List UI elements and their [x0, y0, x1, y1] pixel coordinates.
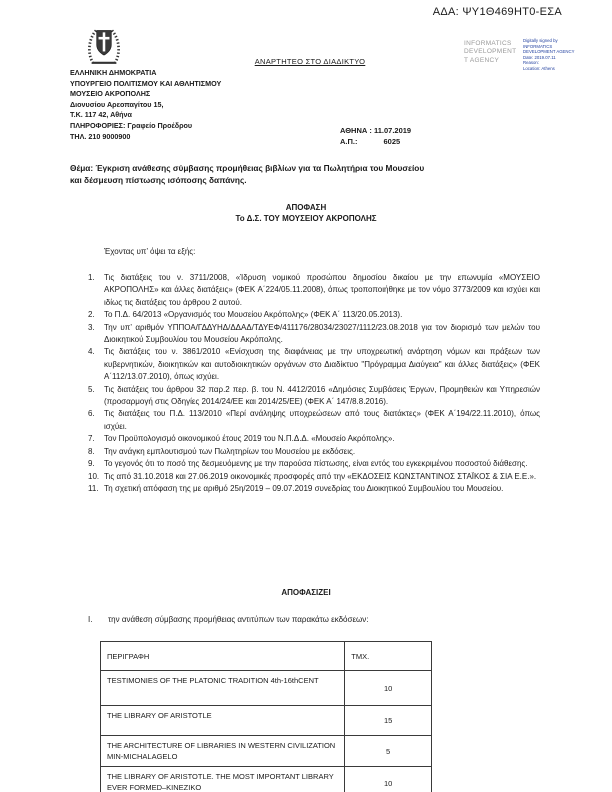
digital-stamp-agency — [464, 40, 516, 65]
protocol-line — [340, 136, 411, 147]
sender-line: Τ.Κ. 117 42, Αθήνα — [70, 110, 132, 120]
signature-line: Digitally signed by — [523, 38, 558, 43]
consideration-number: 1. — [88, 273, 95, 282]
consideration-number: 5. — [88, 384, 95, 394]
consideration-number: 10. — [88, 471, 100, 481]
item-qty: 10 — [345, 671, 432, 706]
protocol-label: Α.Π.: — [340, 137, 358, 146]
consideration-item — [88, 346, 540, 383]
consideration-text: Τις διατάξεις του ν. 3711/2008, «Ίδρυση νομικού προσώπου δημοσίου δικαίου με την επωνυμία «ΜΟΥΣΕΙΟ ΑΚΡΟΠΟΛΗΣ» και άλλες διατάξεις» (ΦΕΚ Α΄224/05.11.2008), όπως τροποποιήθηκε με τον νόμο 3773/2009 και ισχύει και ιδίως τις διατάξεις του άρθρου 2 αυτού. — [104, 273, 540, 307]
consideration-text: Τον Προϋπολογισμό οικονομικού έτους 2019 του Ν.Π.Δ.Δ. «Μουσείο Ακρόπολης». — [104, 434, 395, 444]
digital-signature-text — [523, 38, 593, 71]
preamble-text: Έχοντας υπ’ όψει τα εξής: — [104, 247, 196, 256]
column-header-description: ΠΕΡΙΓΡΑΦΗ — [101, 642, 345, 671]
consideration-item — [88, 322, 540, 347]
consideration-number: 4. — [88, 347, 95, 357]
consideration-text: Το Π.Δ. 64/2013 «Οργανισμός του Μουσείου Ακρόπολης» (ΦΕΚ Α΄ 113/20.05.2013). — [104, 310, 403, 320]
item-qty: 15 — [345, 706, 432, 736]
considerations-list — [88, 272, 540, 495]
agency-stamp-line: T AGENCY — [464, 56, 500, 64]
table-row — [101, 671, 432, 706]
consideration-number: 2. — [88, 310, 95, 320]
consideration-item — [88, 408, 540, 433]
greek-emblem-logo — [84, 24, 124, 68]
reference-block — [340, 125, 411, 147]
items-table — [100, 641, 432, 792]
consideration-number: 7. — [88, 434, 95, 444]
sender-line: ΜΟΥΣΕΙΟ ΑΚΡΟΠΟΛΗΣ — [70, 89, 151, 99]
agency-stamp-line: DEVELOPMENT — [464, 48, 517, 56]
item-description: TESTIMONIES OF THE PLATONIC TRADITION 4th-16thCENT — [101, 671, 345, 706]
consideration-text: Την ανάγκη εμπλουτισμού των Πωλητηρίων του Μουσείου με εκδόσεις. — [104, 446, 356, 456]
decision-title: ΑΠΟΦΑΣΗ — [285, 203, 327, 212]
consideration-item — [88, 433, 540, 445]
item-description: THE LIBRARY OF ARISTOTLE. THE MOST IMPORTANT LIBRARY EVER FORMED–KINEZIKO — [101, 767, 345, 792]
signature-line: Date: 2019.07.11 — [523, 54, 556, 60]
consideration-item — [88, 446, 540, 458]
consideration-number: 6. — [88, 409, 95, 419]
consideration-text: Την υπ’ αριθμόν ΥΠΠΟΑ/ΓΔΔΥΗΔ/ΔΔΑΔ/ΤΔΥΕΦ/411176/28034/23027/1112/23.08.2018 για τον διορισμό των μελών του Διοικητικού Συμβουλίου του Μουσείου Ακρόπολης. — [104, 322, 540, 345]
consideration-text: Το γεγονός ότι το ποσό της δεσμευόμενης με την παρούσα πίστωσης, είναι εντός του εγκεκριμένου ποσοστού διάθεσης. — [104, 459, 528, 469]
item-qty: 10 — [345, 767, 432, 792]
table-row — [101, 767, 432, 792]
signature-line: Location: Athens — [523, 65, 555, 71]
items-table-body — [101, 671, 432, 792]
consideration-item — [88, 471, 540, 483]
decides-item — [88, 615, 540, 624]
city-date: ΑΘΗΝΑ : 11.07.2019 — [340, 126, 412, 135]
protocol-value: 6025 — [383, 137, 401, 146]
table-row — [101, 706, 432, 736]
signature-line: Reason: — [523, 60, 540, 66]
subject-line-2: και δέσμευση πίστωσης ισόποσης δαπάνης. — [70, 174, 247, 185]
consideration-text: Τις διατάξεις του Π.Δ. 113/2010 «Περί ανάληψης υποχρεώσεων από τους διατάκτες» (ΦΕΚ Α΄194/22.11.2010), όπως ισχύει. — [104, 409, 540, 431]
table-header-row — [101, 642, 432, 671]
consideration-item — [88, 458, 540, 470]
column-header-qty: ΤΜΧ. — [345, 642, 432, 671]
subject-line-1: Θέμα: Έγκριση ανάθεσης σύμβασης προμήθειας βιβλίων για τα Πωλητήρια του Μουσείου — [70, 163, 425, 173]
decides-item-number: I. — [88, 615, 93, 624]
subject-block — [70, 163, 550, 186]
ada-code: ΑΔΑ: ΨΥ1Θ469ΗΤ0-ΕΣΑ — [432, 6, 562, 18]
consideration-text: Τη σχετική απόφαση της με αριθμό 25η/2019 – 09.07.2019 συνεδρίας του Διοικητικού Συμβουλίου του Μουσείου. — [104, 483, 504, 493]
signature-line: DEVELOPMENT AGENCY — [523, 49, 575, 55]
item-qty: 5 — [345, 736, 432, 767]
agency-stamp-line: INFORMATICS — [464, 40, 512, 47]
consideration-number: 8. — [88, 446, 95, 456]
consideration-text: Τις διατάξεις του ν. 3861/2010 «Ενίσχυση της διαφάνειας με την υποχρεωτική ανάρτηση νόμων και πράξεων των κυβερνητικών, διοικητικών και αυτοδιοικητικών οργάνων στο Διαδίκτυο "Πρόγραμμα Διαύγεια" και άλλες διατάξεις» (ΦΕΚ Α΄112/13.07.2010), όπως ισχύει. — [104, 347, 540, 382]
consideration-text: Τις διατάξεις του άρθρου 32 παρ.2 περ. β. του Ν. 4412/2016 «Δημόσιες Συμβάσεις Έργων, Προμηθειών και Υπηρεσιών (προσαρμογή στις Οδηγίες 2014/24/ΕΕ και 2014/25/ΕΕ) (ΦΕΚ Α΄ 147/8.8.2016). — [104, 384, 540, 407]
consideration-item — [88, 483, 540, 495]
sender-line: ΠΛΗΡΟΦΟΡΙΕΣ: Γραφείο Προέδρου — [70, 120, 193, 130]
consideration-number: 9. — [88, 459, 95, 469]
anartiteo-label: ΑΝΑΡΤΗΤΕΟ ΣΤΟ ΔΙΑΔΙΚΤΥΟ — [254, 57, 366, 66]
consideration-item — [88, 272, 540, 309]
sender-line: Διονυσίου Αρεοπαγίτου 15, — [70, 99, 164, 109]
item-description: THE LIBRARY OF ARISTOTLE — [101, 706, 345, 736]
table-row — [101, 736, 432, 767]
consideration-item — [88, 384, 540, 409]
decision-subtitle: Το Δ.Σ. ΤΟΥ ΜΟΥΣΕΙΟΥ ΑΚΡΟΠΟΛΗΣ — [235, 214, 377, 223]
signature-line: INFORMATICS — [523, 43, 553, 49]
consideration-text: Τις από 31.10.2018 και 27.06.2019 οικονομικές προσφορές από την «ΕΚΔΟΣΕΙΣ ΚΩΝΣΤΑΝΤΙΝΟΣ ΣΤΑΪΚΟΣ & ΣΙΑ Ε.Ε.». — [104, 471, 537, 481]
consideration-item — [88, 309, 540, 321]
item-description: THE ARCHITECTURE OF LIBRARIES IN WESTERN CIVILIZATION MIN-MICHALAGELO — [101, 736, 345, 767]
decides-heading: ΑΠΟΦΑΣΙΖΕΙ — [281, 588, 331, 597]
decides-item-text: την ανάθεση σύμβασης προμήθειας αντιτύπων των παρακάτω εκδόσεων: — [108, 615, 369, 624]
sender-block — [70, 68, 221, 142]
sender-line: ΥΠΟΥΡΓΕΙΟ ΠΟΛΙΤΙΣΜΟΥ ΚΑΙ ΑΘΛΗΤΙΣΜΟΥ — [70, 78, 222, 88]
sender-line: ΤΗΛ. 210 9000900 — [70, 131, 131, 141]
sender-line: ΕΛΛΗΝΙΚΗ ΔΗΜΟΚΡΑΤΙΑ — [70, 68, 157, 77]
consideration-number: 3. — [88, 322, 95, 332]
consideration-number: 11. — [88, 483, 99, 493]
